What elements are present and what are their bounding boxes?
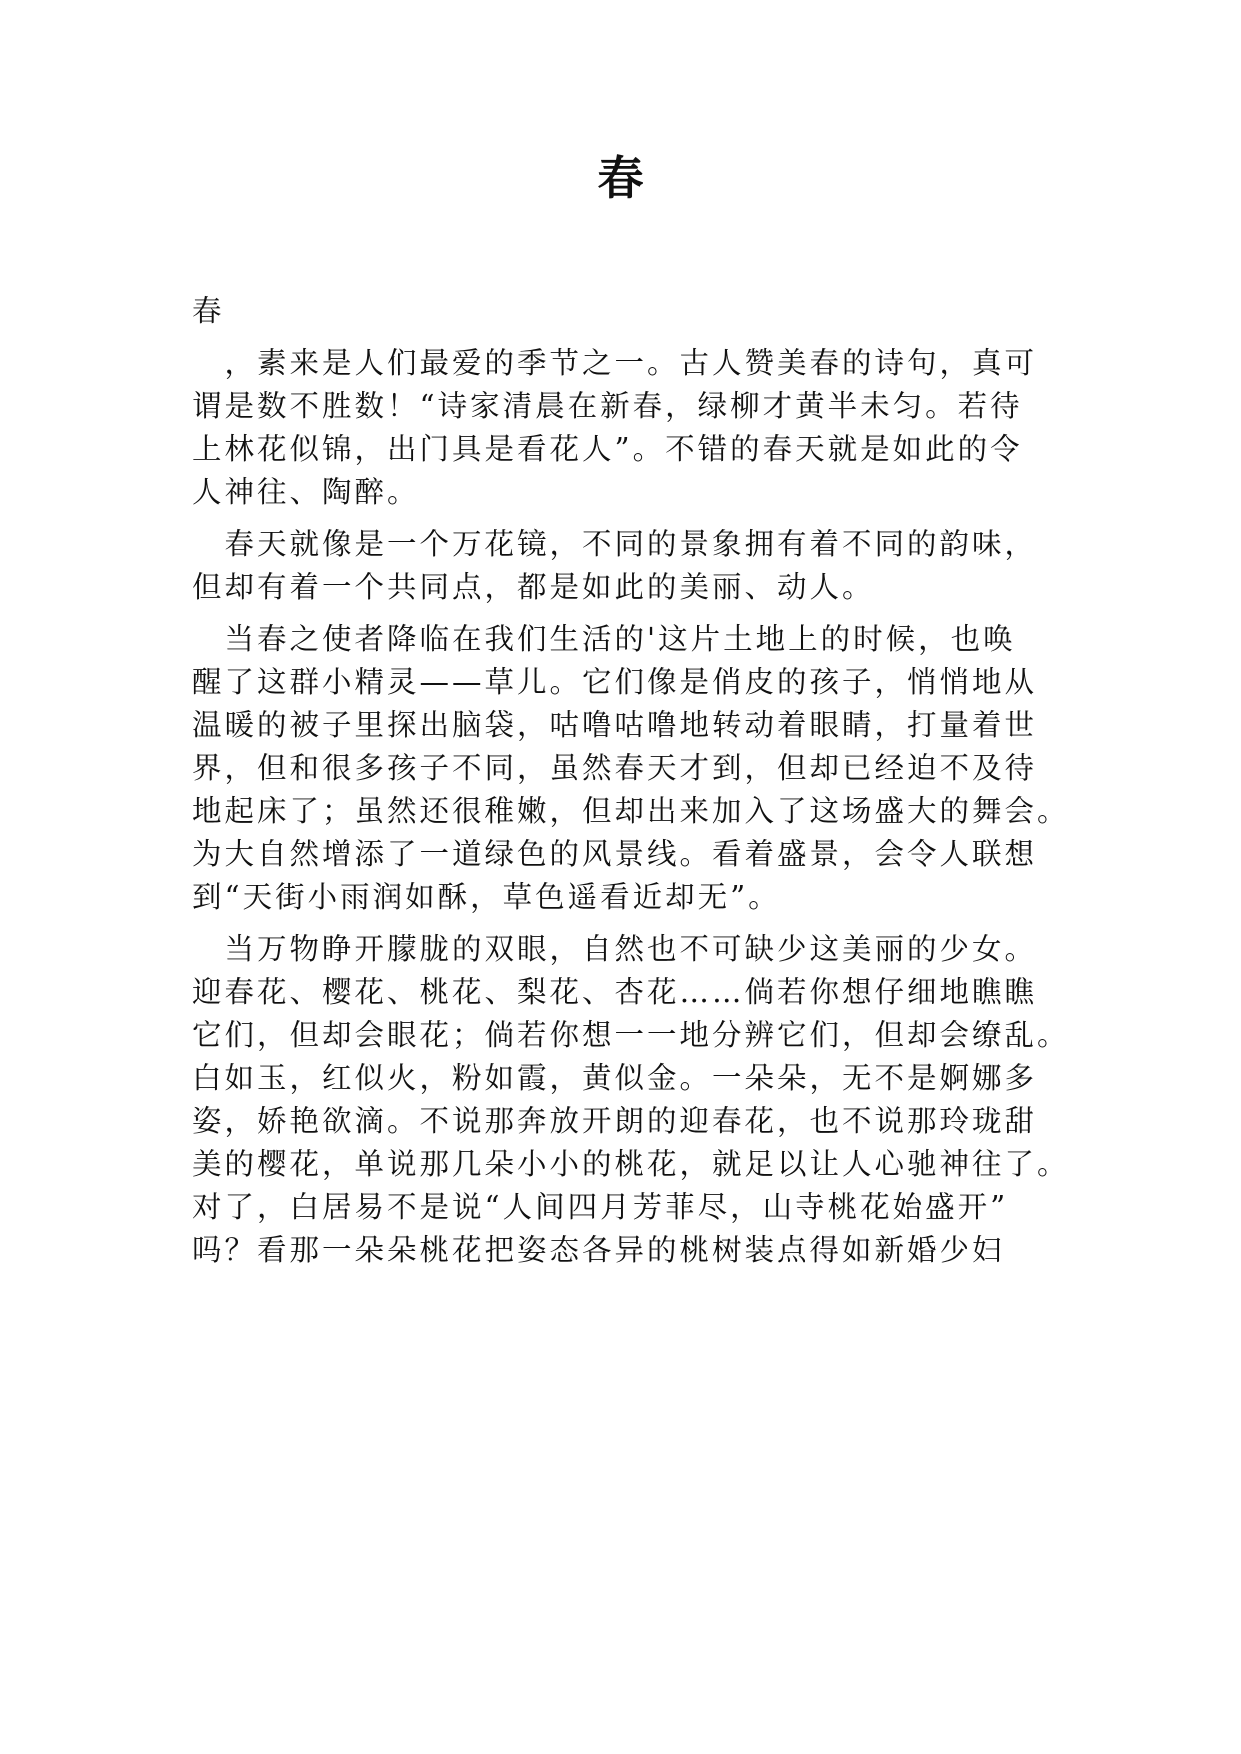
- text-line: 白如玉，红似火，粉如霞，黄似金。一朵朵，无不是婀娜多: [192, 1061, 1038, 1095]
- text-line: 美的樱花，单说那几朵小小的桃花，就足以让人心驰神往了。: [192, 1147, 1070, 1181]
- text-line: 吗？看那一朵朵桃花把姿态各异的桃树装点得如新婚少妇: [192, 1233, 1005, 1267]
- text-line: 人神往、陶醉。: [192, 475, 420, 509]
- text-line: 它们，但却会眼花；倘若你想一一地分辨它们，但却会缭乱。: [192, 1018, 1070, 1052]
- text-line: 上林花似锦，出门具是看花人”。不错的春天就是如此的令: [192, 432, 1023, 466]
- text-line: 为大自然增添了一道绿色的风景线。看着盛景，会令人联想: [192, 837, 1038, 871]
- text-line: 迎春花、樱花、桃花、梨花、杏花……倘若你想仔细地瞧瞧: [192, 975, 1038, 1009]
- text-line: 当春之使者降临在我们生活的'这片土地上的时候，也唤: [192, 622, 1016, 656]
- text-line: 醒了这群小精灵——草儿。它们像是俏皮的孩子，悄悄地从: [192, 665, 1038, 699]
- text-line: ，素来是人们最爱的季节之一。古人赞美春的诗句，真可: [192, 346, 1038, 380]
- text-line: 春天就像是一个万花镜，不同的景象拥有着不同的韵味，: [192, 527, 1038, 561]
- text-line: 到“天街小雨润如酥，草色遥看近却无”。: [192, 880, 781, 914]
- text-line: 春: [192, 294, 225, 328]
- article-body: [192, 290, 1070, 1272]
- text-line: 温暖的被子里探出脑袋，咕噜咕噜地转动着眼睛，打量着世: [192, 708, 1038, 742]
- text-line: 对了，白居易不是说“人间四月芳菲尽，山寺桃花始盛开”: [192, 1190, 1009, 1224]
- text-line: 地起床了；虽然还很稚嫩，但却出来加入了这场盛大的舞会。: [192, 794, 1070, 828]
- text-line: 姿，娇艳欲滴。不说那奔放开朗的迎春花，也不说那玲珑甜: [192, 1104, 1038, 1138]
- text-line: 当万物睁开朦胧的双眼，自然也不可缺少这美丽的少女。: [192, 932, 1038, 966]
- page-title: 春: [597, 151, 644, 205]
- text-line: 界，但和很多孩子不同，虽然春天才到，但却已经迫不及待: [192, 751, 1038, 785]
- text-line: 但却有着一个共同点，都是如此的美丽、动人。: [192, 570, 875, 604]
- text-line: 谓是数不胜数！“诗家清晨在新春，绿柳才黄半未匀。若待: [192, 389, 1023, 423]
